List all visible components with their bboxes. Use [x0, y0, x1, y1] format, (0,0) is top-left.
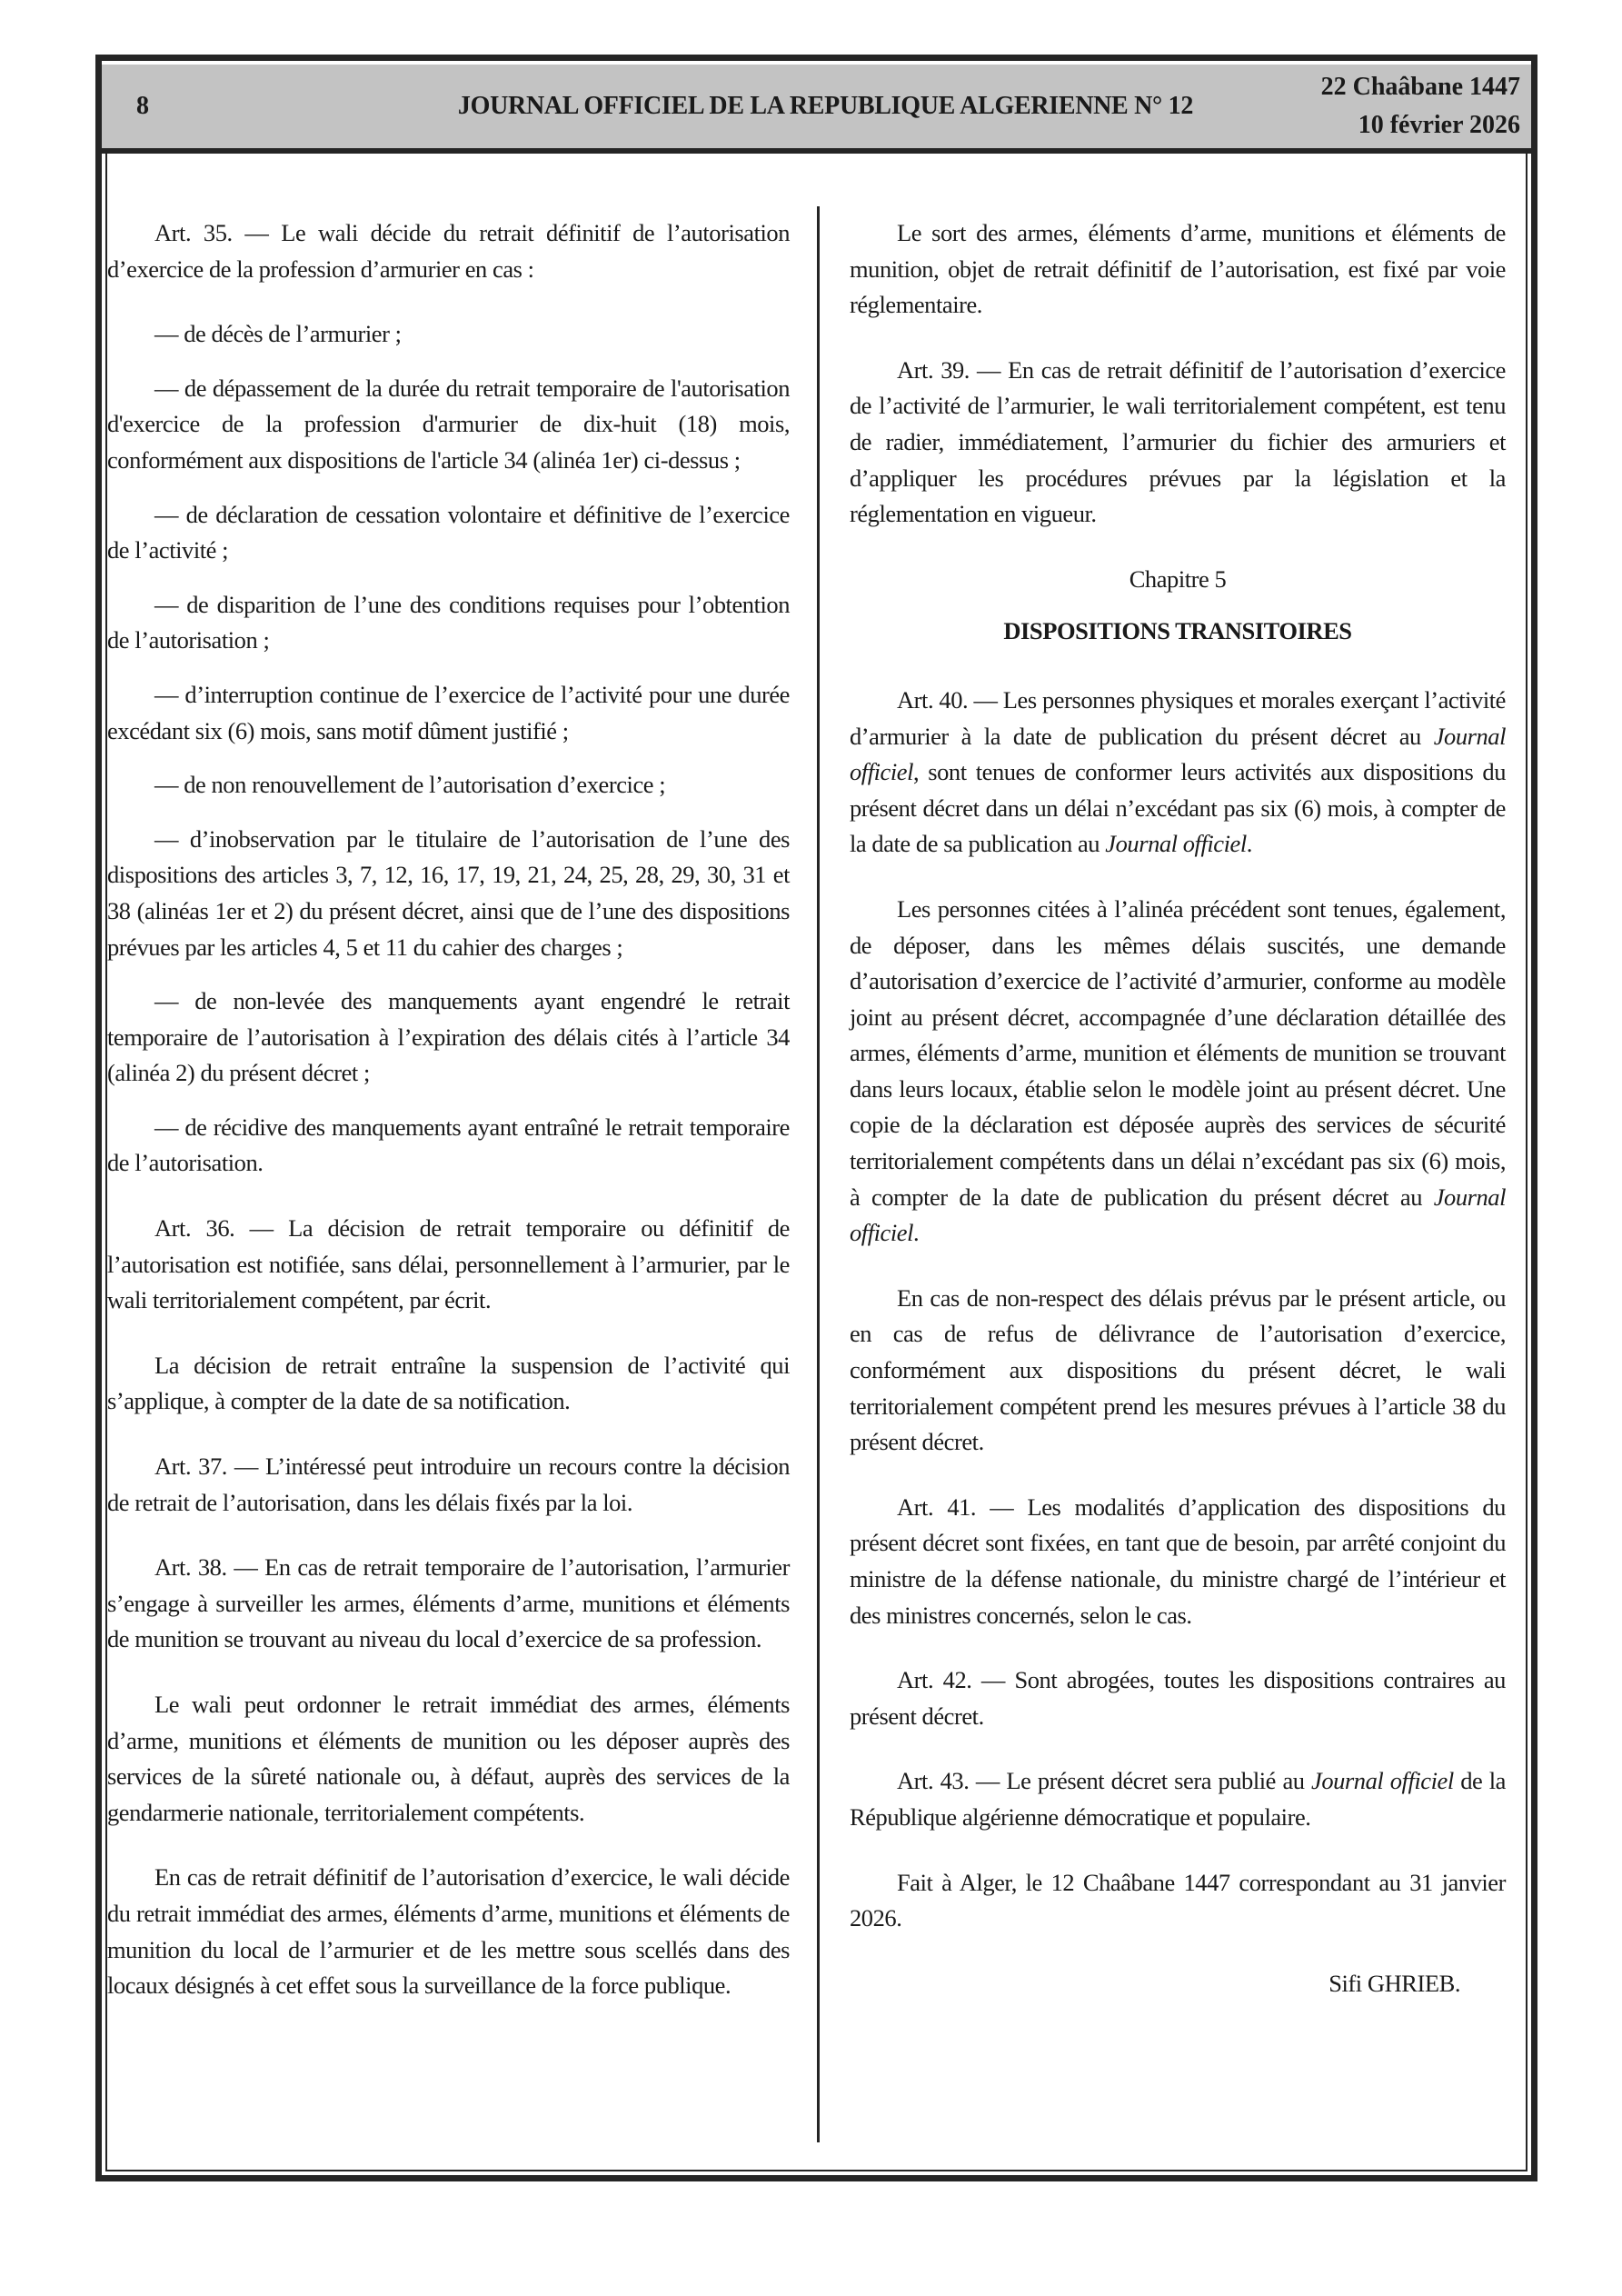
- text-segment: En cas de non-respect des délais prévus par le présent article, ou en cas de refus de délivrance de l’autorisation d’exercice, conformément aux dispositions du présent décret, le wali territorialement compétent prend les mesures prévues à l’article 38 du présent décret.: [850, 1283, 1506, 1456]
- text-segment: — d’interruption continue de l’exercice de l’activité pour une durée excédant six (6) mois, sans motif dûment justifié ;: [107, 680, 790, 744]
- text-segment: Art. 40. — Les personnes physiques et morales exerçant l’activité d’armurier à la date de publication du présent décret au: [850, 685, 1506, 750]
- text-segment: — de non renouvellement de l’autorisation d’exercice ;: [154, 771, 666, 799]
- page-frame: [95, 55, 1537, 2181]
- body-paragraph: [850, 892, 1506, 1252]
- text-segment: Art. 42. — Sont abrogées, toutes les dispositions contraires au présent décret.: [850, 1666, 1506, 1730]
- text-segment: — de disparition de l’une des conditions requises pour l’obtention de l’autorisation ;: [107, 590, 790, 654]
- journal-title: JOURNAL OFFICIEL DE LA REPUBLIQUE ALGERIENNE N° 12: [457, 92, 1194, 120]
- journal-header: [102, 65, 1531, 154]
- text-segment: Art. 39. — En cas de retrait définitif de l’autorisation d’exercice de l’activité de l’armurier, le wali territorialement compétent, est tenu de radier, immédiatement, l’armurier du fichier des armuriers et d’appliquer les procédures prévues par la législation et la réglementation en vigueur.: [850, 355, 1506, 528]
- text-segment: Fait à Alger, le 12 Chaâbane 1447 correspondant au 31 janvier 2026.: [850, 1868, 1506, 1932]
- chapter-title: [850, 614, 1506, 650]
- text-segment: Art. 37. — L’intéressé peut introduire un recours contre la décision de retrait de l’autorisation, dans les délais fixés par la loi.: [107, 1452, 790, 1516]
- list-item: [107, 983, 790, 1092]
- text-segment: Art. 41. — Les modalités d’application des dispositions du présent décret sont fixées, en tant que de besoin, par arrêté conjoint du ministre de la défense nationale, du ministre chargé de l’intérieur et des ministres concernés, selon le cas.: [850, 1492, 1506, 1629]
- list-item: [107, 822, 790, 965]
- article-paragraph: [107, 1449, 790, 1521]
- left-column: [107, 215, 790, 2033]
- chapter-number: [850, 562, 1506, 598]
- text-segment: Art. 43. — Le présent décret sera publié au: [897, 1767, 1312, 1795]
- right-column: [850, 215, 1506, 2031]
- text-segment: Le wali peut ordonner le retrait immédiat des armes, éléments d’arme, munitions et éléments de munition ou les déposer auprès des services de la sûreté nationale ou, à défaut, auprès des services de la gendarmerie nationale, territorialement compétents.: [107, 1691, 790, 1826]
- text-segment: Les personnes citées à l’alinéa précédent sont tenues, également, de déposer, dans les mêmes délais suscités, une demande d’autorisation d’exercice de l’activité d’armurier, conforme au modèle joint au présent décret, accompagnée d’une déclaration détaillée des armes, éléments d’arme, munition et éléments de munition se trouvant dans leurs locaux, établie selon le modèle joint au présent décret. Une copie de la déclaration est déposée auprès des services de sécurité territorialement compétents dans un délai n’excédant pas six (6) mois, à compter de la date de publication du présent décret au: [850, 894, 1506, 1211]
- text-segment: .: [913, 1219, 920, 1247]
- italic-text: Journal officiel: [850, 722, 1506, 786]
- text-segment: Le sort des armes, éléments d’arme, munitions et éléments de munition, objet de retrait définitif de l’autorisation, est fixé par voie réglementaire.: [850, 219, 1506, 319]
- article-paragraph: [850, 1662, 1506, 1734]
- signature: [850, 1966, 1506, 2002]
- article-paragraph: [850, 1490, 1506, 1633]
- text-segment: La décision de retrait entraîne la suspension de l’activité qui s’applique, à compter de la date de sa notification.: [107, 1351, 790, 1415]
- body-paragraph: [107, 1348, 790, 1420]
- date-hijri: 22 Chaâbane 1447: [1320, 73, 1520, 101]
- text-segment: Chapitre 5: [1129, 564, 1227, 593]
- italic-text: Journal officiel: [1311, 1767, 1454, 1795]
- article-paragraph: [850, 683, 1506, 863]
- text-segment: Art. 36. — La décision de retrait temporaire ou définitif de l’autorisation est notifiée, sans délai, personnellement à l’armurier, par le wali territorialement compétent, par écrit.: [107, 1214, 790, 1314]
- text-segment: — de récidive des manquements ayant entraîné le retrait temporaire de l’autorisation.: [107, 1113, 790, 1177]
- text-segment: .: [1246, 830, 1252, 858]
- date-gregorian: 10 février 2026: [1358, 111, 1520, 139]
- text-segment: DISPOSITIONS TRANSITOIRES: [1003, 617, 1352, 645]
- list-item: [107, 497, 790, 569]
- body-paragraph: [107, 1687, 790, 1831]
- text-segment: — de dépassement de la durée du retrait temporaire de l'autorisation d'exercice de la profession d'armurier de dix-huit (18) mois, conformément aux dispositions de l'article 34 (alinéa 1er) ci-dessus ;: [107, 374, 790, 474]
- list-item: [107, 316, 790, 353]
- list-item: [107, 767, 790, 804]
- article-paragraph: [850, 353, 1506, 533]
- list-item: [107, 587, 790, 659]
- text-segment: Sifi GHRIEB.: [1328, 1969, 1460, 1997]
- body-paragraph: [107, 1860, 790, 2003]
- text-segment: En cas de retrait définitif de l’autorisation d’exercice, le wali décide du retrait immédiat des armes, éléments d’arme, munitions et éléments de munition du local de l’armurier et de les mettre sous scellés dans des locaux désignés à cet effet sous la surveillance de la force publique.: [107, 1863, 790, 2000]
- article-paragraph: [107, 215, 790, 287]
- body-paragraph: [107, 1110, 790, 1182]
- body-paragraph: [850, 1281, 1506, 1461]
- text-segment: , sont tenues de conformer leurs activités aux dispositions du présent décret dans un délai n’excédant pas six (6) mois, à compter de la date de sa publication au: [850, 758, 1506, 858]
- list-item: [107, 677, 790, 749]
- body-paragraph: [850, 1865, 1506, 1937]
- list-item: [107, 371, 790, 479]
- text-segment: — de décès de l’armurier ;: [154, 320, 402, 348]
- column-divider: [817, 206, 820, 2142]
- text-segment: — de non-levée des manquements ayant engendré le retrait temporaire de l’autorisation à l’expiration des délais cités à l’article 34 (alinéa 2) du présent décret ;: [107, 987, 790, 1087]
- text-segment: Art. 38. — En cas de retrait temporaire de l’autorisation, l’armurier s’engage à surveiller les armes, éléments d’arme, munitions et éléments de munition se trouvant au niveau du local d’exercice de sa profession.: [107, 1553, 790, 1653]
- page-number: 8: [136, 92, 149, 120]
- text-segment: Art. 35. — Le wali décide du retrait définitif de l’autorisation d’exercice de la profession d’armurier en cas :: [107, 219, 790, 283]
- italic-text: Journal officiel: [1105, 830, 1247, 858]
- article-paragraph: [107, 1550, 790, 1658]
- text-segment: de la République algérienne démocratique et populaire.: [850, 1767, 1506, 1831]
- italic-text: Journal officiel: [850, 1183, 1506, 1247]
- text-segment: — d’inobservation par le titulaire de l’autorisation de l’une des dispositions des articles 3, 7, 12, 16, 17, 19, 21, 24, 25, 28, 29, 30, 31 et 38 (alinéas 1er et 2) du présent décret, ainsi que de l’une des dispositions prévues par les articles 4, 5 et 11 du cahier des charges ;: [107, 824, 790, 961]
- article-paragraph: [107, 1211, 790, 1319]
- body-paragraph: [850, 215, 1506, 324]
- issue-date: [1321, 68, 1520, 145]
- article-paragraph: [850, 1763, 1506, 1835]
- text-segment: — de déclaration de cessation volontaire et définitive de l’exercice de l’activité ;: [107, 500, 790, 564]
